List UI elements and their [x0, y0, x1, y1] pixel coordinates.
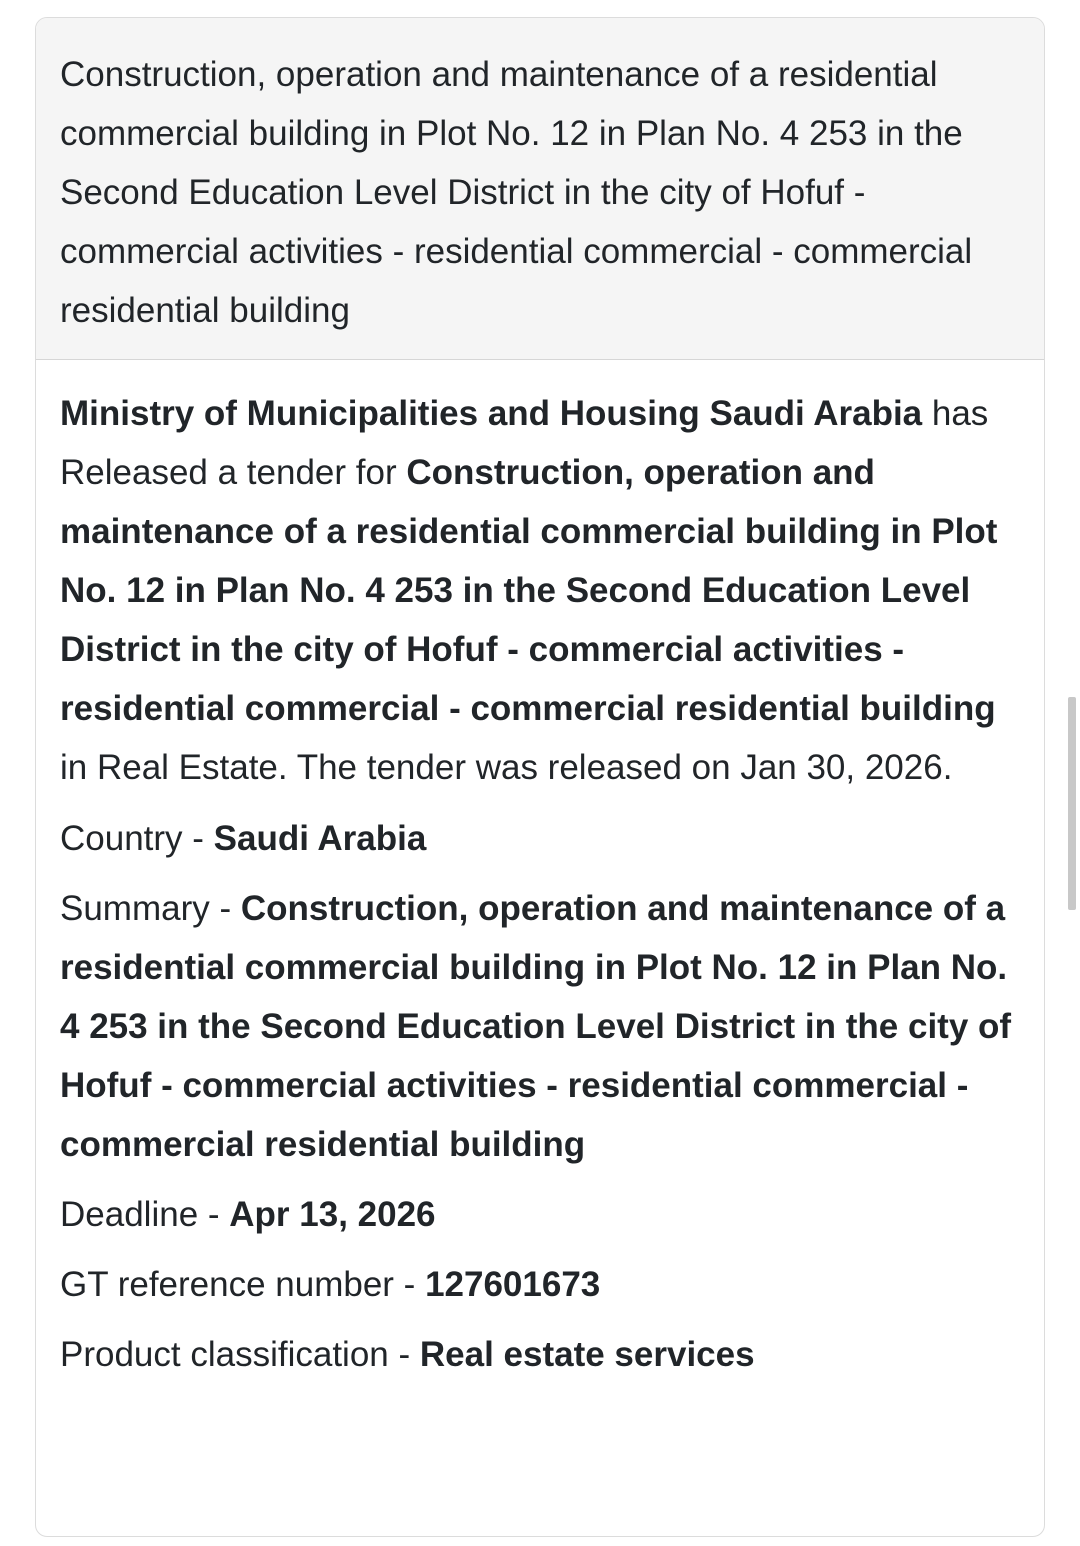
tender-title: Construction, operation and maintenance of a residential commercial building in Plot No. 12 in Plan No. 4 253 in the Second Education Level District in the city of Hofuf - commercial activities - residential commercial - commercial residential building: [36, 18, 1044, 360]
field-label: Country -: [60, 819, 214, 858]
field-summary: [60, 879, 1020, 1174]
tender-details: [36, 360, 1044, 1384]
field-gt-reference: [60, 1255, 1020, 1314]
field-product-classification: [60, 1325, 1020, 1384]
field-value: Saudi Arabia: [213, 819, 427, 858]
field-label: Deadline -: [60, 1195, 230, 1234]
field-value: Construction, operation and maintenance of a residential commercial building in Plot No. 12 in Plan No. 4 253 in the Second Education Level District in the city of Hofuf - commercial activities - residential commercial - commercial residential building: [60, 889, 1012, 1164]
description-tender-title: Construction, operation and maintenance of a residential commercial building in Plot No. 12 in Plan No. 4 253 in the Second Education Level District in the city of Hofuf - commercial activities - residential commercial - commercial residential building: [60, 453, 998, 728]
field-value: 127601673: [425, 1265, 601, 1304]
description-text: has Released a tender for: [60, 394, 989, 492]
field-label: Summary -: [60, 889, 241, 928]
field-value: Apr 13, 2026: [229, 1195, 436, 1234]
scrollbar-thumb[interactable]: [1068, 697, 1076, 910]
tender-description: [60, 384, 1020, 797]
field-country: [60, 809, 1020, 868]
field-label: GT reference number -: [60, 1265, 426, 1304]
field-label: Product classification -: [60, 1335, 420, 1374]
publisher-name: Ministry of Municipalities and Housing Saudi Arabia: [60, 394, 923, 433]
field-deadline: [60, 1185, 1020, 1244]
tender-card: [35, 17, 1045, 1537]
description-text-end: in Real Estate. The tender was released on Jan 30, 2026.: [60, 748, 953, 787]
field-value: Real estate services: [419, 1335, 755, 1374]
